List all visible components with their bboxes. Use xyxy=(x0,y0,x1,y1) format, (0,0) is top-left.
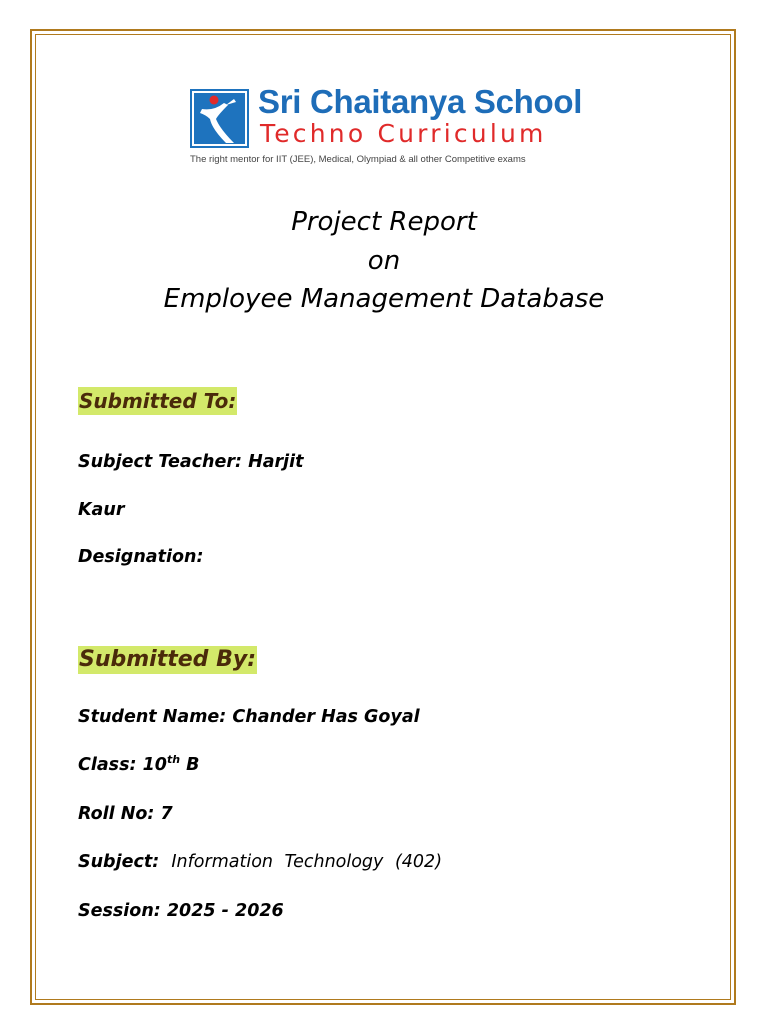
subject-teacher: Subject Teacher: Harjit xyxy=(78,452,304,472)
report-subject-title: Employee Management Database xyxy=(163,284,605,314)
logo-school-name: Sri Chaitanya School xyxy=(258,83,583,120)
student-class xyxy=(78,753,199,777)
report-title-on: on xyxy=(367,246,401,276)
class-superscript: th xyxy=(166,753,181,766)
report-title: Project Report xyxy=(291,207,477,237)
logo-emblem-icon xyxy=(190,89,249,148)
student-name: Student Name: Chander Has Goyal xyxy=(78,707,420,727)
roll-number: Roll No: 7 xyxy=(78,804,173,824)
logo-tagline: The right mentor for IIT (JEE), Medical, Olympiad & all other Competitive exams xyxy=(190,154,526,165)
school-logo xyxy=(190,83,583,169)
subject-label: Subject: xyxy=(78,852,160,872)
subject-line xyxy=(78,850,442,874)
class-label: Class: 10 xyxy=(78,755,167,775)
logo-curriculum: Techno Curriculum xyxy=(260,119,547,148)
submitted-to-heading: Submitted To: xyxy=(79,389,237,413)
subject-value: Information Technology (402) xyxy=(171,852,443,872)
class-section: B xyxy=(180,755,200,775)
subject-teacher-continued: Kaur xyxy=(78,500,125,520)
session: Session: 2025 - 2026 xyxy=(78,901,284,921)
submitted-by-heading: Submitted By: xyxy=(79,647,256,672)
designation: Designation: xyxy=(78,547,204,567)
